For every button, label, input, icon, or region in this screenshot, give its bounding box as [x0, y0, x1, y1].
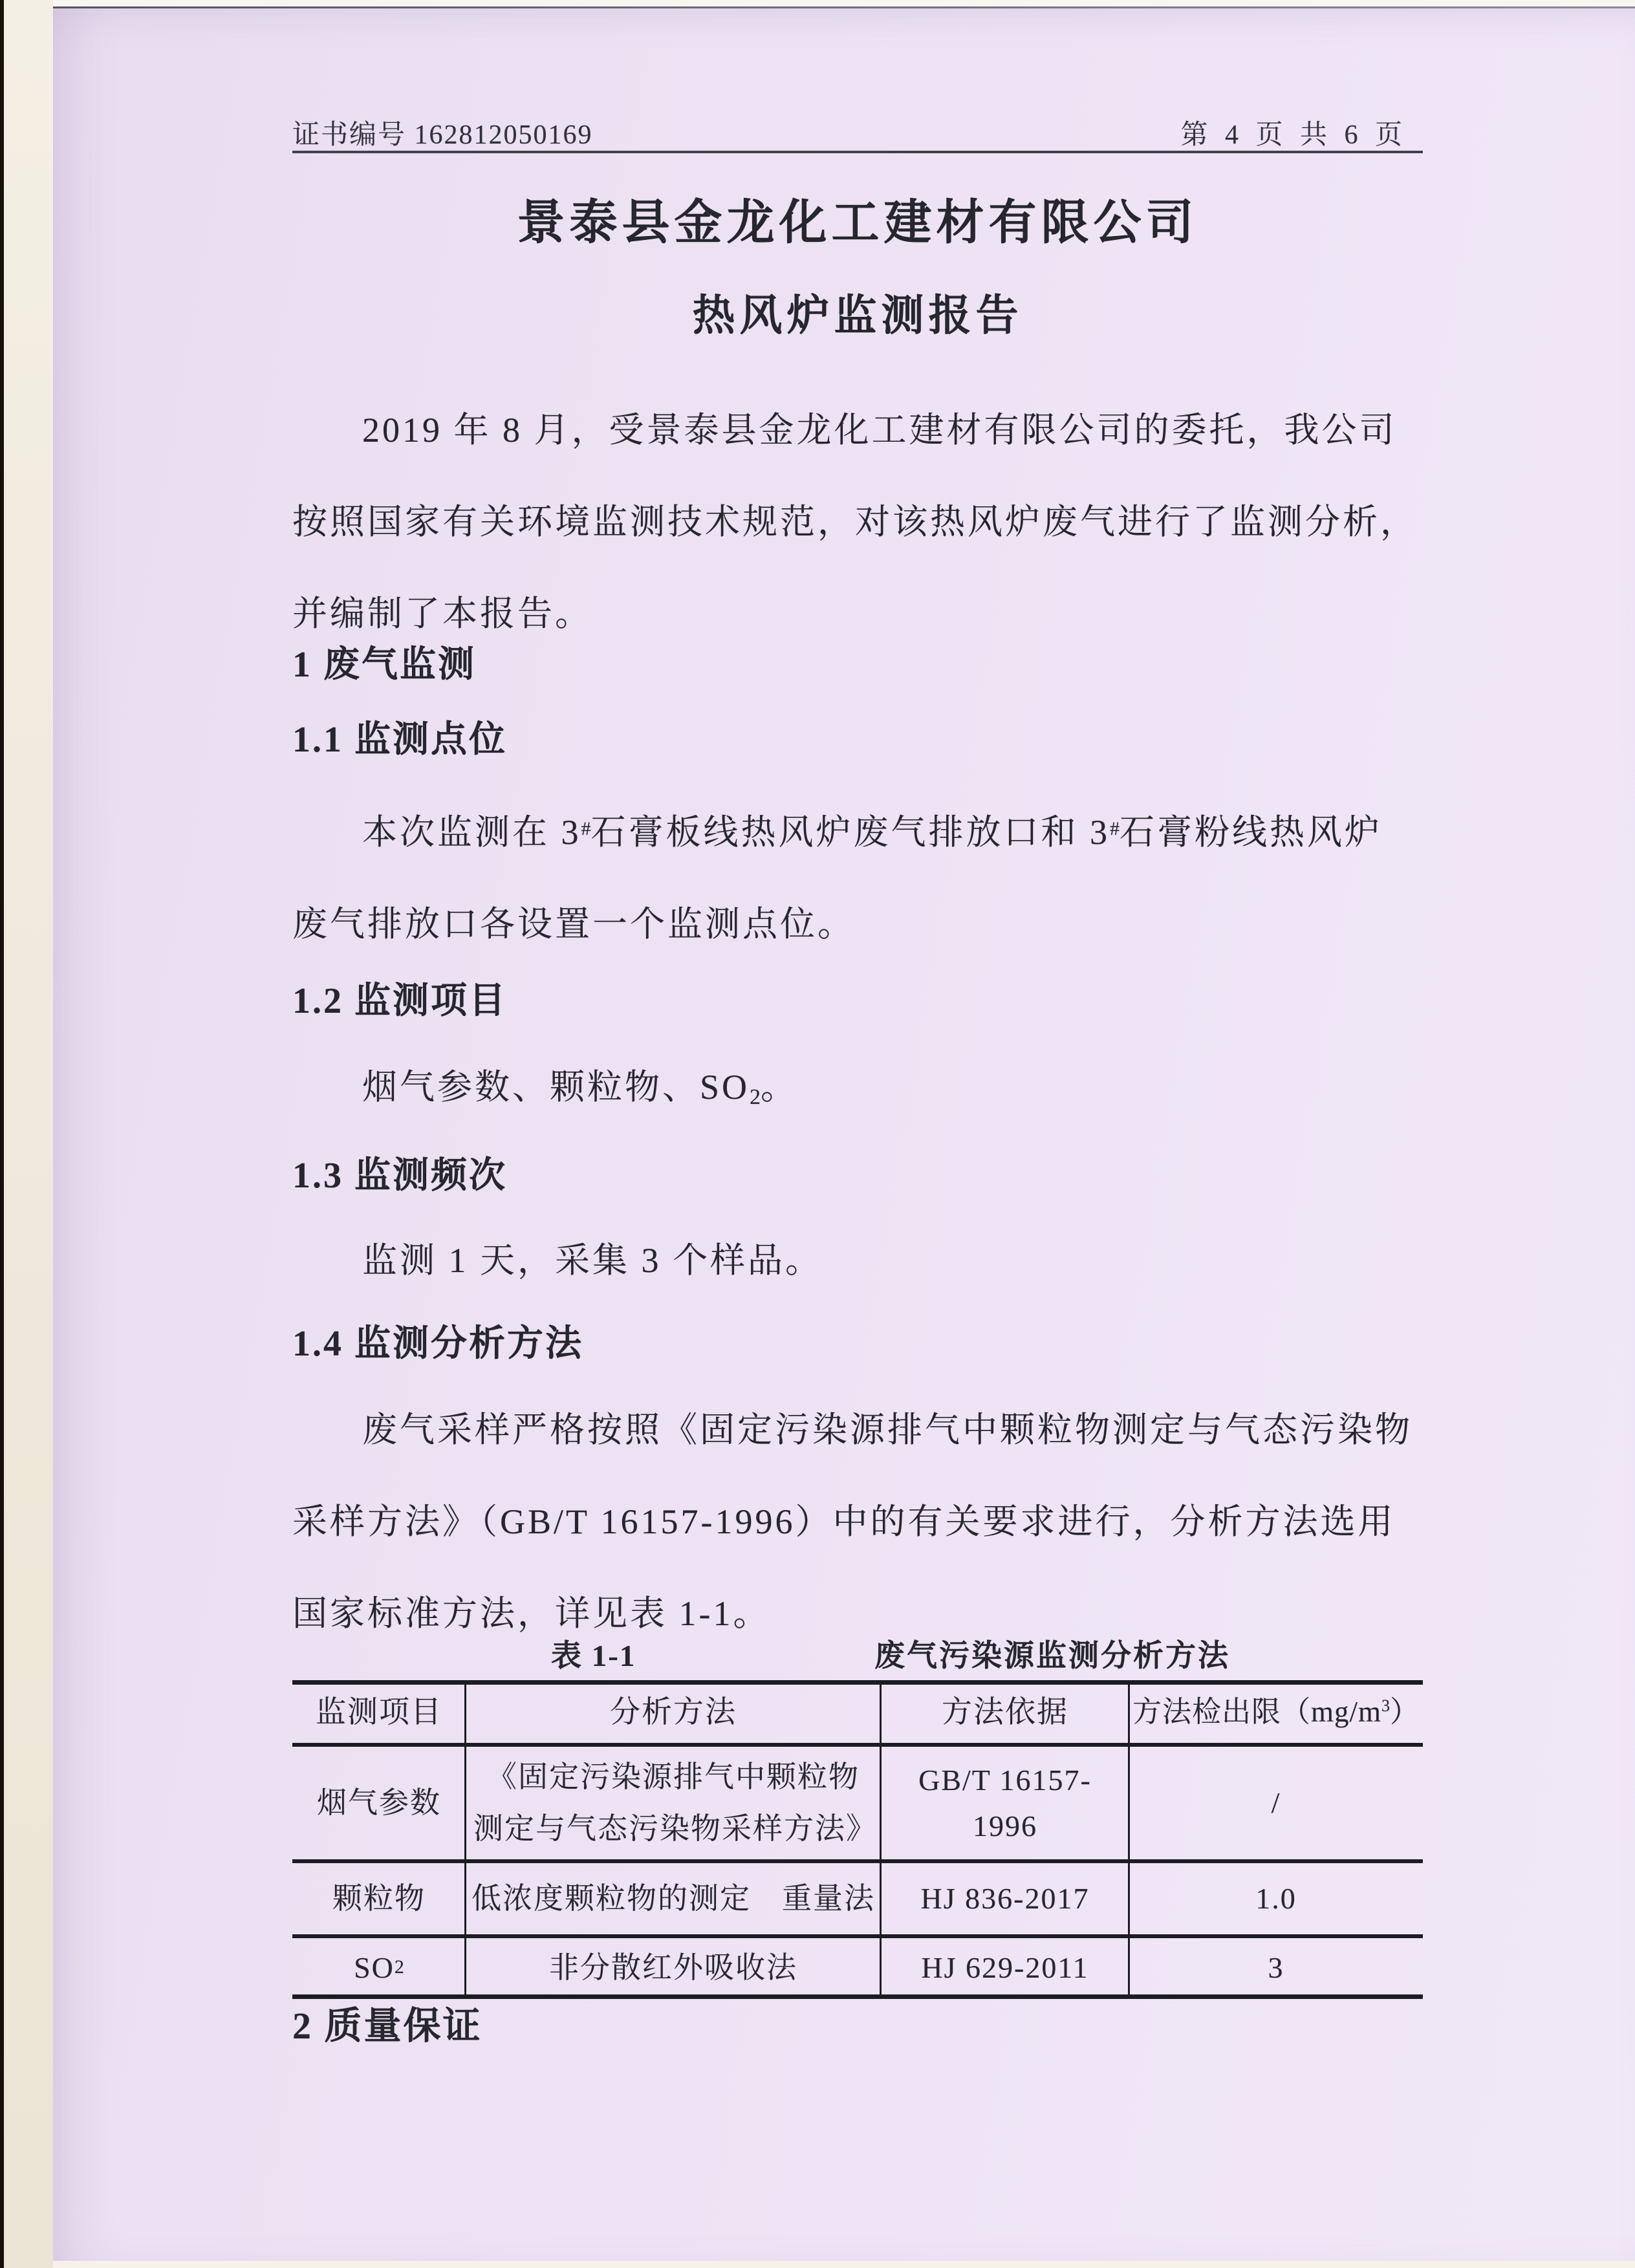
so2-subscript: 2	[394, 1956, 404, 1978]
page-indicator: 第 4 页 共 6 页	[1180, 120, 1407, 150]
table-cell-item	[292, 1936, 466, 1999]
section-heading-2: 2 质量保证	[292, 2005, 482, 2047]
table-rule-top	[292, 1680, 1423, 1685]
company-title: 景泰县金龙化工建材有限公司	[517, 197, 1198, 250]
section-heading-1-3: 1.3 监测频次	[292, 1156, 507, 1196]
paragraph-line	[362, 815, 1382, 850]
paragraph-line: 废气采样严格按照《固定污染源排气中颗粒物测定与气态污染物	[362, 1410, 1413, 1449]
table-cell-limit: /	[1271, 1786, 1281, 1820]
certificate-number: 证书编号 162812050169	[292, 120, 593, 150]
table-rule-under-header	[292, 1743, 1423, 1747]
column-header-method: 分析方法	[610, 1695, 737, 1729]
header-rule	[292, 151, 1423, 153]
table-cell-method: 低浓度颗粒物的测定 重量法	[471, 1882, 875, 1916]
section-heading-1-4: 1.4 监测分析方法	[292, 1324, 583, 1364]
cubic-superscript: 3	[1381, 1696, 1390, 1716]
table-caption-number: 表 1-1	[551, 1639, 636, 1673]
section-heading-1: 1 废气监测	[292, 645, 476, 685]
table-rule-row	[292, 1934, 1423, 1938]
scan-edge-margin	[4, 0, 53, 2268]
text-run: 石膏板线热风炉废气排放口和 3	[590, 813, 1110, 852]
section-heading-1-2: 1.2 监测项目	[292, 981, 507, 1021]
paragraph-line: 国家标准方法，详见表 1-1。	[292, 1594, 771, 1633]
text-run: 方法检出限（mg/m	[1132, 1696, 1381, 1729]
table-cell-basis: HJ 629-2011	[921, 1950, 1089, 1984]
table-cell-method: 《固定污染源排气中颗粒物测定与气态污染物采样方法》	[473, 1760, 877, 1845]
paragraph-line: 监测 1 天，采集 3 个样品。	[362, 1241, 823, 1280]
table-cell-limit: 3	[1268, 1950, 1284, 1984]
scan-edge-bottom	[53, 2261, 1635, 2268]
table-cell-basis: HJ 836-2017	[920, 1882, 1090, 1916]
table-cell-basis: GB/T 16157-1996	[918, 1763, 1092, 1842]
table-cell-limit: 1.0	[1255, 1882, 1297, 1916]
text-run: 烟气参数、颗粒物、SO	[362, 1068, 750, 1107]
report-title: 热风炉监测报告	[692, 292, 1023, 340]
table-rule-bottom	[292, 1994, 1423, 1999]
table-column-divider	[880, 1680, 882, 1999]
table-cell-method: 非分散红外吸收法	[549, 1950, 797, 1984]
text-run: 本次监测在 3	[362, 813, 581, 852]
paragraph-line	[362, 1070, 798, 1108]
text-run: ）	[1390, 1696, 1420, 1729]
scan-edge-top	[53, 0, 1635, 6]
table-cell-item: 颗粒物	[332, 1882, 426, 1916]
text-run: 。	[761, 1068, 799, 1107]
column-header-item: 监测项目	[316, 1695, 442, 1729]
paragraph-line: 废气排放口各设置一个监测点位。	[292, 905, 855, 944]
page-top-edge-line	[53, 6, 1635, 8]
text-run: SO	[354, 1950, 395, 1984]
table-grid	[292, 1680, 1423, 1999]
text-run: 石膏粉线热风炉	[1120, 813, 1382, 852]
hash-superscript: #	[1110, 818, 1120, 839]
table-rule-row	[292, 1859, 1423, 1863]
text-run	[1132, 1690, 1420, 1735]
section-heading-1-1: 1.1 监测点位	[292, 720, 507, 760]
table-column-divider	[1128, 1680, 1130, 1999]
hash-superscript: #	[581, 818, 591, 839]
column-header-basis: 方法依据	[942, 1695, 1068, 1729]
table-cell-item: 烟气参数	[317, 1786, 441, 1820]
column-header-limit	[1129, 1680, 1423, 1745]
paragraph-line: 采样方法》（GB/T 16157-1996）中的有关要求进行，分析方法选用	[292, 1502, 1396, 1541]
paragraph-line: 2019 年 8 月，受景泰县金龙化工建材有限公司的委托，我公司	[362, 411, 1397, 449]
table-caption-title: 废气污染源监测分析方法	[874, 1639, 1230, 1673]
paragraph-line: 按照国家有关环境监测技术规范，对该热风炉废气进行了监测分析，	[292, 502, 1418, 541]
so2-subscript: 2	[750, 1085, 761, 1109]
paragraph-line: 并编制了本报告。	[292, 594, 592, 633]
table-column-divider	[464, 1680, 466, 1999]
analysis-methods-table	[292, 1680, 1423, 1999]
